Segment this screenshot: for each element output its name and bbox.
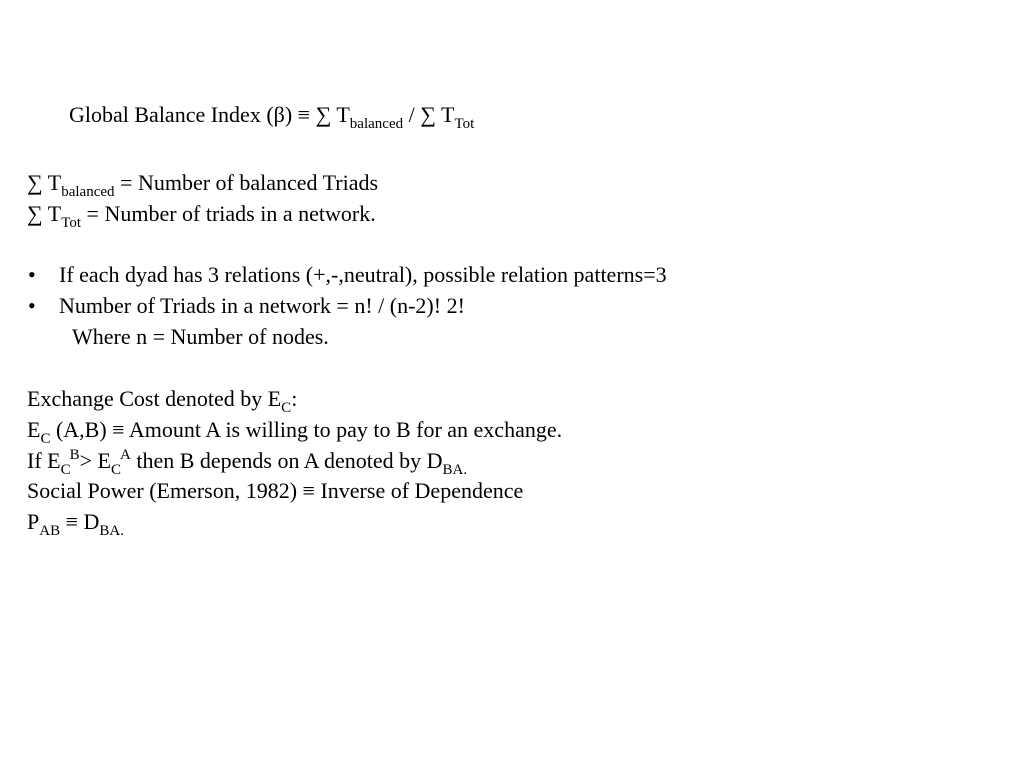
where-line: Where n = Number of nodes.	[72, 324, 329, 349]
bullet-mark: •	[28, 293, 36, 318]
dependence-condition: If $E_C^B> E_C^A$ then B depends on A denoted by $D_{BA.}$	[27, 447, 468, 478]
definition-total: ∑ $T_{Tot}$ = Number of triads in a network.	[27, 201, 376, 231]
power-dependence-formula: $P_{AB} \equiv D_{BA.}$	[27, 509, 124, 539]
exchange-cost-line: Exchange Cost denoted by $E_C$:	[27, 386, 298, 416]
bullet-mark: •	[28, 262, 36, 287]
exchange-cost-definition: $E_C$ (A,B) ≡ Amount A is willing to pay to B for an exchange.	[27, 417, 563, 447]
bullet-text: If each dyad has 3 relations (+,-,neutral), possible relation patterns=3	[59, 262, 667, 287]
bullet-text: Number of Triads in a network = n! / (n-2)! 2!	[59, 293, 465, 318]
definition-balanced: ∑ $T_{balanced}$ = Number of balanced Triads	[27, 170, 379, 200]
global-balance-index-formula: Global Balance Index (β) ≡ ∑ $T_{balanced}$ / ∑ $T_{Tot}$	[69, 102, 475, 132]
social-power-line: Social Power (Emerson, 1982) ≡ Inverse of Dependence	[27, 478, 524, 503]
